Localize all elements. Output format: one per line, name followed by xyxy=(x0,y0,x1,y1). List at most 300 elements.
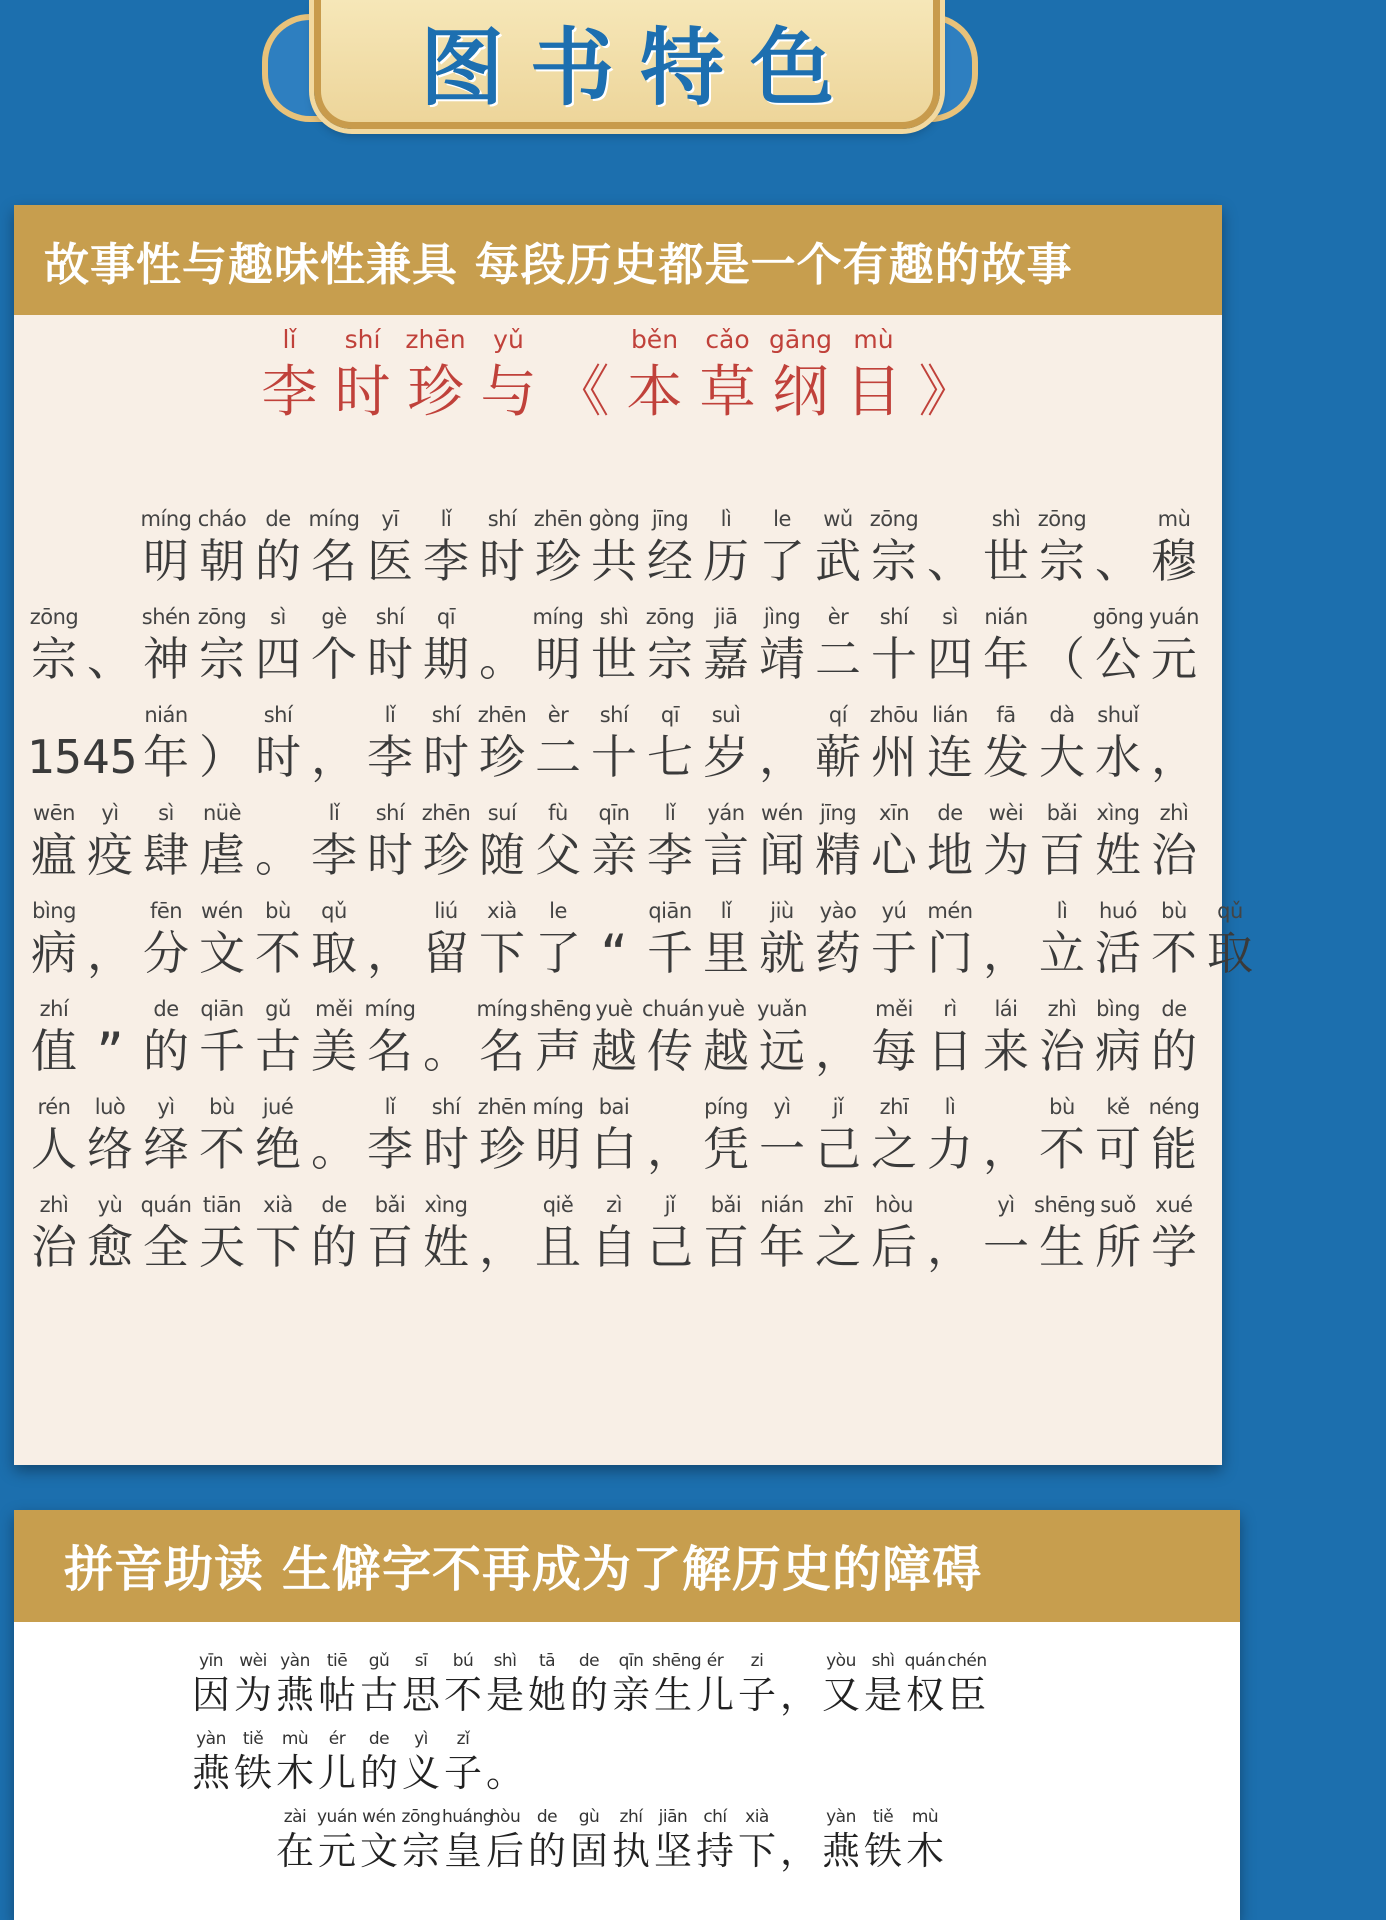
hanzi-character: 闻 xyxy=(759,828,805,882)
pinyin-annotation xyxy=(82,603,138,631)
pinyin-annotation: lì xyxy=(944,1095,956,1119)
ruby-char xyxy=(922,603,978,687)
ruby-char xyxy=(610,1806,652,1874)
hanzi-character: ， xyxy=(1151,730,1197,784)
text-line xyxy=(26,1093,1202,1177)
hanzi-character: 瘟 xyxy=(31,828,77,882)
ruby-char xyxy=(1090,1093,1146,1177)
pinyin-annotation: shí xyxy=(431,1095,461,1119)
pinyin-annotation: měi xyxy=(875,997,913,1021)
hanzi-character: 权 xyxy=(905,1673,944,1717)
ruby-char xyxy=(26,799,82,883)
ruby-char xyxy=(754,1191,810,1275)
pinyin-annotation: yǔ xyxy=(493,325,524,354)
ruby-char xyxy=(922,1093,978,1177)
hanzi-character: 》 xyxy=(918,360,975,425)
ruby-char xyxy=(26,1093,82,1177)
hanzi-character: 木 xyxy=(275,1751,314,1795)
hanzi-character: ， xyxy=(367,926,413,980)
text-line xyxy=(26,799,1202,883)
pinyin-annotation: qīn xyxy=(618,1651,644,1671)
pinyin-annotation: lì xyxy=(720,507,732,531)
pinyin-annotation: yuè xyxy=(595,997,633,1021)
hanzi-character: 古 xyxy=(359,1673,398,1717)
pinyin-annotation: bìng xyxy=(1096,997,1140,1021)
ruby-char xyxy=(1090,897,1146,981)
pinyin-annotation xyxy=(82,897,138,925)
text-line xyxy=(26,603,1202,687)
pinyin-annotation: míng xyxy=(140,507,192,531)
ruby-char xyxy=(274,1728,316,1796)
pinyin-annotation: píng xyxy=(704,1095,748,1119)
ruby-char xyxy=(250,799,306,883)
ruby-char xyxy=(306,701,362,785)
pinyin-annotation: nián xyxy=(760,1193,804,1217)
ruby-char xyxy=(1034,1093,1090,1177)
hanzi-character: 又 xyxy=(821,1673,860,1717)
pinyin-annotation: yì xyxy=(997,1193,1015,1217)
hanzi-character: 时 xyxy=(423,1122,469,1176)
hanzi-character: 远 xyxy=(759,1024,805,1078)
pinyin-annotation: liú xyxy=(434,899,458,923)
hanzi-character: ， xyxy=(311,730,357,784)
pinyin-annotation: zōng xyxy=(869,507,919,531)
pinyin-annotation: fā xyxy=(996,703,1016,727)
ruby-char xyxy=(866,799,922,883)
pinyin-annotation: xià xyxy=(487,899,517,923)
pinyin-annotation: zhēn xyxy=(405,325,466,354)
ruby-char xyxy=(82,995,138,1079)
pinyin-annotation: shēng xyxy=(652,1651,702,1671)
ruby-char xyxy=(358,1728,400,1796)
hanzi-character: 帖 xyxy=(317,1673,356,1717)
pinyin-annotation: shí xyxy=(375,801,405,825)
ruby-char xyxy=(810,505,866,589)
hanzi-character: 岁 xyxy=(703,730,749,784)
pinyin-annotation: shēng xyxy=(1034,1193,1096,1217)
hanzi-character xyxy=(82,533,138,589)
pinyin-annotation: mù xyxy=(911,1807,939,1827)
pinyin-annotation: jǐ xyxy=(832,1095,844,1119)
hanzi-character: 臣 xyxy=(947,1673,986,1717)
pinyin-annotation: bú xyxy=(452,1651,474,1671)
ruby-char xyxy=(530,603,586,687)
pinyin-annotation: yuán xyxy=(316,1807,358,1827)
hanzi-character: 时 xyxy=(334,360,391,425)
ruby-char xyxy=(190,1650,232,1718)
pinyin-annotation: cháo xyxy=(197,507,247,531)
ruby-char xyxy=(194,799,250,883)
hanzi-character: 言 xyxy=(703,828,749,882)
pinyin-annotation: zi xyxy=(750,1651,764,1671)
pinyin-annotation xyxy=(194,701,250,729)
pinyin-annotation: zhī xyxy=(879,1095,909,1119)
hanzi-character: 水 xyxy=(1095,730,1141,784)
ruby-char xyxy=(306,995,362,1079)
pinyin-annotation: rén xyxy=(37,1095,71,1119)
story-title xyxy=(14,323,1222,429)
hanzi-character: 分 xyxy=(143,926,189,980)
hanzi-character: 名 xyxy=(311,534,357,588)
ruby-char xyxy=(568,1650,610,1718)
pinyin-annotation: yuán xyxy=(1149,605,1199,629)
pinyin-annotation xyxy=(978,1093,1034,1121)
pinyin-annotation: yù xyxy=(97,1193,123,1217)
ruby-char xyxy=(194,505,250,589)
ruby-char xyxy=(484,1806,526,1874)
pinyin-annotation: xià xyxy=(745,1807,769,1827)
ruby-char xyxy=(1034,701,1090,785)
ruby-char xyxy=(1090,995,1146,1079)
ruby-char xyxy=(530,799,586,883)
hanzi-character: 珍 xyxy=(479,730,525,784)
hanzi-character: 为 xyxy=(233,1673,272,1717)
hanzi-character: 公 xyxy=(1095,632,1141,686)
pinyin-annotation: shí xyxy=(599,703,629,727)
ruby-char xyxy=(1146,799,1202,883)
ruby-char xyxy=(810,701,866,785)
hanzi-character: 时 xyxy=(255,730,301,784)
ruby-char xyxy=(82,603,138,687)
pinyin-annotation: yàn xyxy=(826,1807,856,1827)
pinyin-annotation: zhēn xyxy=(421,801,471,825)
hanzi-character: 、 xyxy=(87,632,133,686)
hanzi-character: 后 xyxy=(871,1220,917,1274)
pinyin-annotation: zài xyxy=(283,1807,307,1827)
ruby-char xyxy=(1090,1191,1146,1275)
hanzi-character: 的 xyxy=(527,1829,566,1873)
pinyin-panel xyxy=(14,1510,1240,1920)
ruby-char xyxy=(530,1191,586,1275)
hanzi-character: 力 xyxy=(927,1122,973,1176)
text-line xyxy=(26,897,1258,981)
pinyin-annotation: quán xyxy=(140,1193,192,1217)
pinyin-annotation: sì xyxy=(158,801,174,825)
pinyin-annotation: kě xyxy=(1106,1095,1130,1119)
ruby-char xyxy=(232,1806,274,1874)
hanzi-character: 1545 xyxy=(26,730,138,784)
ruby-char xyxy=(316,1728,358,1796)
hanzi-character: ， xyxy=(983,926,1029,980)
pinyin-annotation: bìng xyxy=(32,899,76,923)
ruby-char xyxy=(810,1093,866,1177)
ruby-char xyxy=(399,323,472,429)
pinyin-annotation xyxy=(778,1806,820,1828)
ruby-char xyxy=(568,1806,610,1874)
hanzi-character: ， xyxy=(815,1024,861,1078)
ruby-char xyxy=(866,701,922,785)
ruby-char xyxy=(904,1650,946,1718)
hanzi-character: 学 xyxy=(1151,1220,1197,1274)
pinyin-annotation: èr xyxy=(547,703,569,727)
hanzi-character: 生 xyxy=(1039,1220,1085,1274)
pinyin-annotation: lǐ xyxy=(384,703,396,727)
hanzi-character: 经 xyxy=(647,534,693,588)
hanzi-character: 里 xyxy=(703,926,749,980)
ruby-char xyxy=(862,1650,904,1718)
hanzi-character: ” xyxy=(96,1024,124,1078)
ruby-char xyxy=(474,799,530,883)
hanzi-character: 下 xyxy=(479,926,525,980)
ruby-char xyxy=(978,505,1034,589)
ruby-char xyxy=(1034,897,1090,981)
ruby-char xyxy=(754,701,810,785)
pinyin-annotation: huáng xyxy=(442,1807,494,1827)
pinyin-annotation: yuǎn xyxy=(757,997,807,1021)
pinyin-annotation xyxy=(190,1806,232,1828)
ruby-char xyxy=(837,323,910,429)
pinyin-annotation: suǒ xyxy=(1100,1193,1136,1217)
ruby-char xyxy=(138,701,194,785)
pinyin-annotation xyxy=(754,701,810,729)
pinyin-annotation: míng xyxy=(308,507,360,531)
pinyin-annotation: shí xyxy=(431,703,461,727)
ruby-char xyxy=(694,1806,736,1874)
ruby-char xyxy=(866,505,922,589)
ruby-char xyxy=(810,799,866,883)
ruby-char xyxy=(810,995,866,1079)
ruby-char xyxy=(484,1650,526,1718)
story-panel xyxy=(14,205,1253,1465)
ruby-char xyxy=(474,1191,530,1275)
ruby-char xyxy=(418,505,474,589)
hanzi-character: 个 xyxy=(311,632,357,686)
hanzi-character: 燕 xyxy=(821,1829,860,1873)
ruby-char xyxy=(400,1806,442,1874)
hanzi-character: 世 xyxy=(983,534,1029,588)
hanzi-character: 二 xyxy=(535,730,581,784)
pinyin-annotation: mù xyxy=(281,1729,309,1749)
hanzi-character: 七 xyxy=(647,730,693,784)
hanzi-character: 百 xyxy=(703,1220,749,1274)
pinyin-annotation: xìng xyxy=(1096,801,1140,825)
ruby-char xyxy=(586,505,642,589)
pinyin-annotation: nüè xyxy=(202,801,242,825)
pinyin-annotation: qīn xyxy=(598,801,630,825)
pinyin-annotation: zhì xyxy=(1047,997,1077,1021)
hanzi-character: 珍 xyxy=(479,1122,525,1176)
ruby-char xyxy=(26,603,82,687)
pinyin-annotation: xué xyxy=(1155,1193,1193,1217)
ruby-char xyxy=(442,1728,484,1796)
ruby-char xyxy=(1146,897,1202,981)
hanzi-character: 白 xyxy=(591,1122,637,1176)
pinyin-annotation: dà xyxy=(1049,703,1075,727)
pinyin-annotation: gòng xyxy=(588,507,640,531)
hanzi-character: 思 xyxy=(401,1673,440,1717)
hanzi-character: 立 xyxy=(1039,926,1085,980)
hanzi-character: 了 xyxy=(535,926,581,980)
hanzi-character: 百 xyxy=(367,1220,413,1274)
hanzi-character: 心 xyxy=(871,828,917,882)
ruby-char xyxy=(418,995,474,1079)
hanzi-character: 下 xyxy=(255,1220,301,1274)
hanzi-character: 李 xyxy=(647,828,693,882)
hanzi-character: 在 xyxy=(275,1829,314,1873)
hanzi-character: 不 xyxy=(1151,926,1197,980)
hanzi-character: 。 xyxy=(479,632,525,686)
hanzi-character: 亲 xyxy=(591,828,637,882)
ruby-char xyxy=(698,1093,754,1177)
ruby-char xyxy=(586,799,642,883)
pinyin-annotation xyxy=(306,701,362,729)
pinyin-annotation: bù xyxy=(1161,899,1187,923)
hanzi-character: 珍 xyxy=(423,828,469,882)
pinyin-annotation: chuán xyxy=(642,997,704,1021)
hanzi-character: 是 xyxy=(485,1673,524,1717)
ruby-char xyxy=(1146,995,1202,1079)
ruby-char xyxy=(978,603,1034,687)
ruby-char xyxy=(694,1650,736,1718)
hanzi-character: 取 xyxy=(311,926,357,980)
hanzi-character: 门 xyxy=(927,926,973,980)
pinyin-annotation: qiān xyxy=(200,997,244,1021)
ruby-char xyxy=(274,1650,316,1718)
pinyin-annotation: jīng xyxy=(651,507,689,531)
ruby-char xyxy=(642,701,698,785)
pinyin-annotation: zǐ xyxy=(456,1729,470,1749)
pinyin-annotation: le xyxy=(773,507,791,531)
hanzi-character: 李 xyxy=(311,828,357,882)
hanzi-character: 病 xyxy=(1095,1024,1141,1078)
pinyin-annotation: bù xyxy=(209,1095,235,1119)
feature-banner-story: 故事性与趣味性兼具 每段历史都是一个有趣的故事 xyxy=(14,205,1222,315)
pinyin-annotation: shí xyxy=(487,507,517,531)
pinyin-annotation: wèi xyxy=(988,801,1024,825)
ruby-char xyxy=(586,701,642,785)
ruby-char xyxy=(922,701,978,785)
pinyin-annotation: qī xyxy=(660,703,680,727)
ruby-char xyxy=(418,1093,474,1177)
text-line xyxy=(190,1806,946,1874)
hanzi-character: 宗 xyxy=(871,534,917,588)
ruby-char xyxy=(978,1093,1034,1177)
pinyin-annotation: míng xyxy=(476,997,528,1021)
hanzi-character: 的 xyxy=(311,1220,357,1274)
hanzi-character: 。 xyxy=(485,1751,524,1795)
feature-banner-pinyin: 拼音助读 生僻字不再成为了解历史的障碍 xyxy=(14,1510,1240,1622)
hanzi-character: 越 xyxy=(591,1024,637,1078)
ruby-char xyxy=(866,1191,922,1275)
hanzi-character: 、 xyxy=(927,534,973,588)
pinyin-annotation: jué xyxy=(262,1095,294,1119)
ruby-char xyxy=(26,1191,82,1275)
ruby-char xyxy=(810,897,866,981)
pinyin-annotation: zhī xyxy=(823,1193,853,1217)
hanzi-character: 能 xyxy=(1151,1122,1197,1176)
ruby-char xyxy=(545,323,618,429)
ruby-char xyxy=(26,897,82,981)
ruby-char xyxy=(754,505,810,589)
pinyin-annotation xyxy=(1146,701,1202,729)
hanzi-character xyxy=(26,533,82,589)
ruby-char xyxy=(586,995,642,1079)
ruby-char xyxy=(698,897,754,981)
ruby-char xyxy=(810,1191,866,1275)
hanzi-character: 明 xyxy=(535,1122,581,1176)
ruby-char xyxy=(26,995,82,1079)
pinyin-annotation: èr xyxy=(827,605,849,629)
ruby-char xyxy=(253,323,326,429)
hanzi-character: 连 xyxy=(927,730,973,784)
hanzi-character: 全 xyxy=(143,1220,189,1274)
ruby-char xyxy=(194,995,250,1079)
hanzi-character: 李 xyxy=(423,534,469,588)
ruby-char xyxy=(754,603,810,687)
hanzi-character: 医 xyxy=(367,534,413,588)
hanzi-character: 宗 xyxy=(1039,534,1085,588)
hanzi-character: 期 xyxy=(423,632,469,686)
hanzi-character: 络 xyxy=(87,1122,133,1176)
text-line xyxy=(26,505,1202,589)
hanzi-character: ， xyxy=(779,1829,818,1873)
ruby-char xyxy=(1034,1191,1096,1275)
pinyin-annotation: rì xyxy=(943,997,957,1021)
pinyin-annotation: shén xyxy=(141,605,191,629)
ruby-char xyxy=(474,1093,530,1177)
pinyin-annotation: shì xyxy=(599,605,629,629)
pinyin-annotation: wén xyxy=(201,899,243,923)
ruby-char xyxy=(978,1191,1034,1275)
pinyin-annotation xyxy=(82,505,138,533)
ruby-char xyxy=(820,1650,862,1718)
pinyin-annotation: zhì xyxy=(39,1193,69,1217)
ruby-char xyxy=(1202,897,1258,981)
ruby-char xyxy=(978,897,1034,981)
pinyin-annotation xyxy=(26,701,138,729)
pinyin-annotation: zhēn xyxy=(477,703,527,727)
pinyin-annotation: bǎi xyxy=(374,1193,406,1217)
pinyin-annotation: jiān xyxy=(658,1807,688,1827)
hanzi-character: 明 xyxy=(143,534,189,588)
ruby-char xyxy=(978,701,1034,785)
ruby-char xyxy=(474,897,530,981)
pinyin-annotation xyxy=(810,995,866,1023)
hanzi-character: 的 xyxy=(143,1024,189,1078)
ruby-char xyxy=(250,897,306,981)
ruby-char xyxy=(474,701,530,785)
pinyin-annotation: lǐ xyxy=(440,507,452,531)
hanzi-character: ， xyxy=(87,926,133,980)
hanzi-character: 珍 xyxy=(535,534,581,588)
pinyin-annotation: wén xyxy=(362,1807,396,1827)
ruby-char xyxy=(232,1728,274,1796)
ruby-char xyxy=(418,603,474,687)
hanzi-character: 可 xyxy=(1095,1122,1141,1176)
pinyin-annotation xyxy=(778,1650,820,1672)
hanzi-character: 每 xyxy=(871,1024,917,1078)
pinyin-annotation: gè xyxy=(321,605,347,629)
pinyin-annotation: lǐ xyxy=(328,801,340,825)
hanzi-character: 精 xyxy=(815,828,861,882)
hanzi-character: 神 xyxy=(143,632,189,686)
ruby-char xyxy=(306,897,362,981)
hanzi-character: 宗 xyxy=(401,1829,440,1873)
ruby-char xyxy=(778,1650,820,1718)
hanzi-character: 、 xyxy=(1095,534,1141,588)
ruby-char xyxy=(1146,603,1202,687)
pinyin-annotation: gǔ xyxy=(265,997,291,1021)
pinyin-annotation: yòu xyxy=(826,1651,856,1671)
hanzi-character: 皇 xyxy=(443,1829,482,1873)
hanzi-character: 李 xyxy=(261,360,318,425)
pinyin-annotation xyxy=(484,1728,526,1750)
hanzi-character: 四 xyxy=(927,632,973,686)
text-line xyxy=(26,1191,1202,1275)
ruby-char xyxy=(530,701,586,785)
ruby-char xyxy=(306,505,362,589)
pinyin-annotation: tiē xyxy=(326,1651,348,1671)
